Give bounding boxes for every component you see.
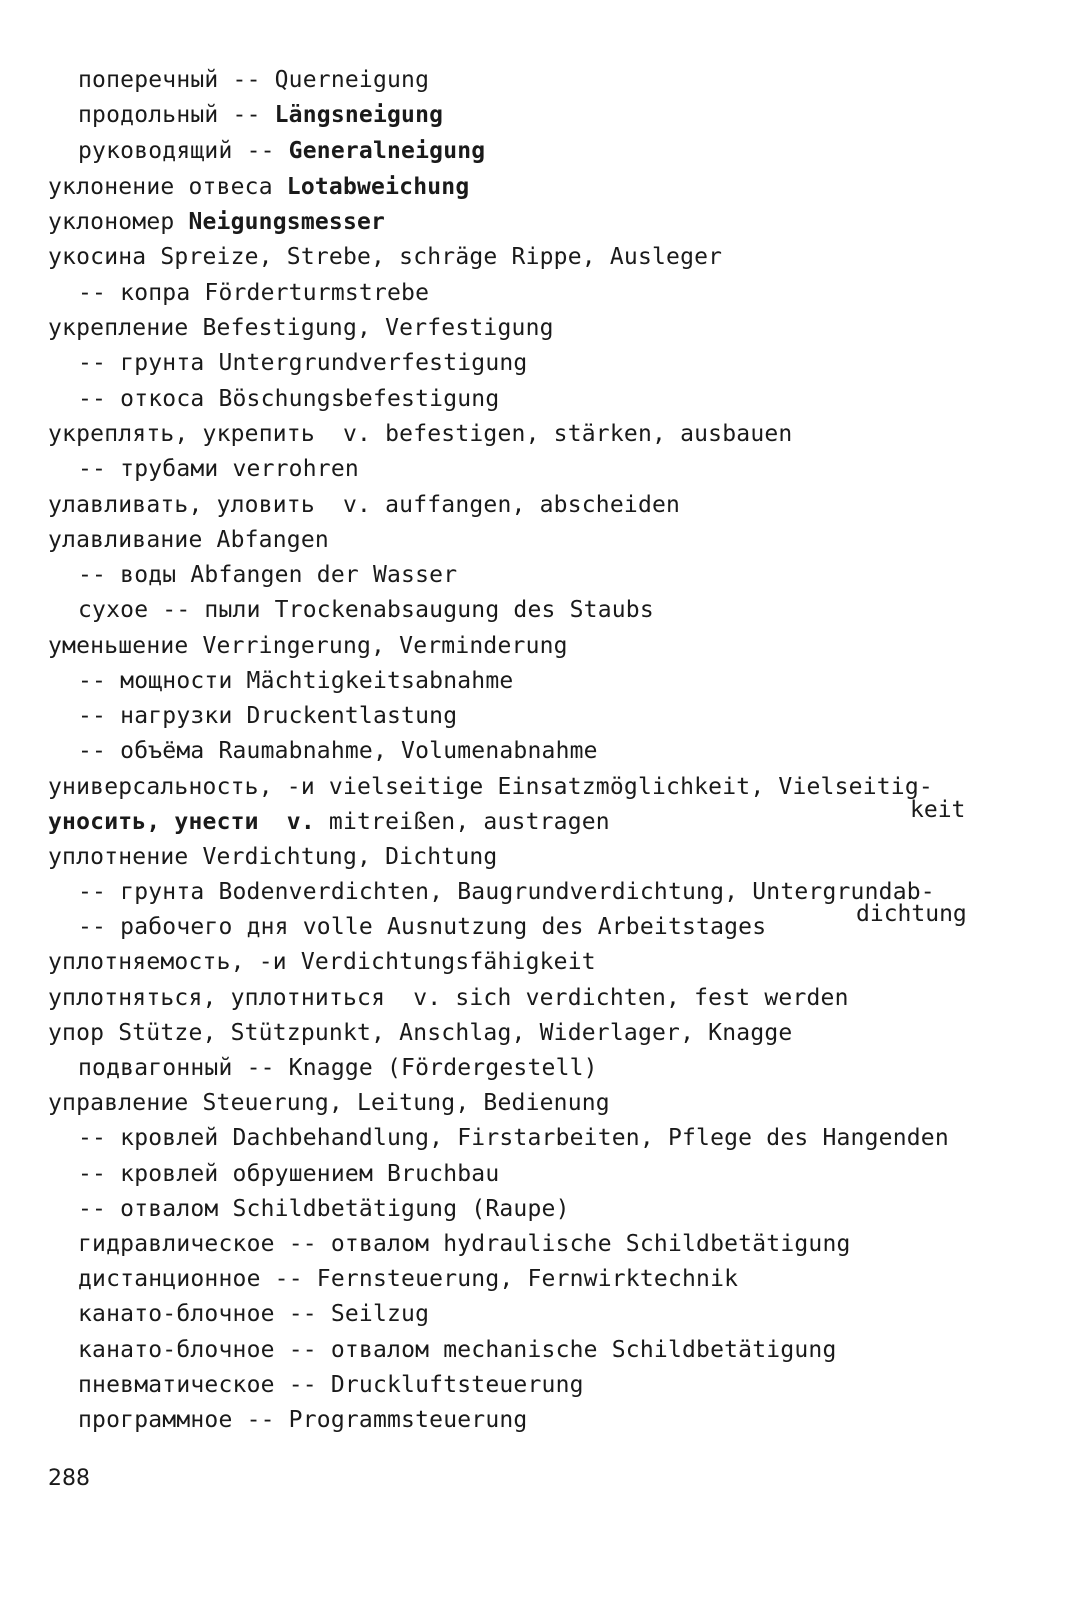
entry-ru: -- воды [78, 562, 177, 588]
entry-line [48, 173, 469, 201]
entry-line [78, 1336, 837, 1364]
entry-de: Längsneigung [274, 102, 444, 128]
entry-ru: уплотняемость, -и [48, 949, 287, 975]
entry-ru: канато-блочное -- отвалом [78, 1337, 430, 1363]
entry-ru: -- грунта [78, 879, 205, 905]
entry-ru: подвагонный -- [78, 1055, 275, 1081]
entry-ru: упор [48, 1020, 105, 1046]
entry-de: Raumabnahme, Volumenabnahme [218, 738, 598, 764]
entry-ru: -- объёма [78, 738, 205, 764]
entry-line [48, 420, 792, 448]
entry-de: Querneigung [274, 67, 430, 93]
entry-de: Spreize, Strebe, schräge Rippe, Ausleger [160, 244, 723, 270]
entry-line [48, 314, 554, 342]
entry-ru: канато-блочное -- [78, 1301, 317, 1327]
entry-ru: -- отвалом [78, 1196, 219, 1222]
entry-line [48, 808, 610, 836]
entry-de: Mächtigkeitsabnahme [246, 668, 514, 694]
entry-ru: продольный -- [78, 102, 261, 128]
entry-de: Befestigung, Verfestigung [202, 315, 554, 341]
entry-ru: улавливать, уловить v. [48, 492, 372, 518]
entry-ru: -- кровлей [78, 1125, 219, 1151]
entry-de: Stütze, Stützpunkt, Anschlag, Widerlager, Knagge [118, 1020, 793, 1046]
entry-ru: -- кровлей обрушением [78, 1161, 373, 1187]
entry-de: sich verdichten, fest werden [455, 985, 849, 1011]
entry-line [48, 1019, 792, 1047]
entry-de: Bodenverdichten, Baugrundverdichtung, Untergrundab- [218, 879, 935, 905]
entry-ru: уплотняться, уплотниться v. [48, 985, 442, 1011]
entry-ru: руководящий -- [78, 138, 275, 164]
entry-ru: универсальность, -и [48, 774, 315, 800]
entry-de: volle Ausnutzung des Arbeitstages [302, 914, 767, 940]
entry-line [78, 66, 429, 94]
entry-line [78, 1406, 527, 1434]
continuation-text: keit [910, 797, 966, 823]
page-number: 288 [48, 1466, 90, 1491]
entry-line [78, 596, 654, 624]
entry-line [78, 101, 443, 129]
entry-de: Bruchbau [387, 1161, 500, 1187]
entry-line [78, 455, 359, 483]
entry-line [78, 737, 598, 765]
entry-de: Druckluftsteuerung [330, 1372, 584, 1398]
entry-ru: -- копра [78, 280, 191, 306]
entry-de: Böschungsbefestigung [218, 386, 500, 412]
entry-de: Verdichtung, Dichtung [202, 844, 498, 870]
entry-ru: дистанционное -- [78, 1266, 303, 1292]
entry-de: Abfangen der Wasser [190, 562, 458, 588]
entry-ru: -- трубами [78, 456, 219, 482]
entry-line [78, 1195, 570, 1223]
entry-de: Untergrundverfestigung [218, 350, 528, 376]
entry-line [48, 1089, 610, 1117]
entry-ru: уплотнение [48, 844, 189, 870]
entry-ru: укреплять, укрепить v. [48, 421, 372, 447]
entry-ru: улавливание [48, 527, 203, 553]
entry-ru: уменьшение [48, 633, 189, 659]
entry-de: Neigungsmesser [188, 209, 386, 235]
entry-de: Schildbetätigung (Raupe) [232, 1196, 570, 1222]
entry-line [48, 843, 497, 871]
entry-line [78, 702, 457, 730]
entry-ru: укосина [48, 244, 147, 270]
entry-line [48, 491, 680, 519]
entry-de: befestigen, stärken, ausbauen [385, 421, 793, 447]
entry-ru: уклономер [48, 209, 175, 235]
entry-ru: -- рабочего дня [78, 914, 289, 940]
entry-de: Seilzug [330, 1301, 430, 1327]
entry-ru: управление [48, 1090, 189, 1116]
entry-line [78, 878, 935, 906]
entry-de: vielseitige Einsatzmöglichkeit, Vielseitig- [328, 774, 933, 800]
entry-line [78, 1265, 738, 1293]
entry-line [48, 984, 849, 1012]
entry-ru: уклонение отвеса [48, 174, 273, 200]
entry-de: Dachbehandlung, Firstarbeiten, Pflege des Hangenden [232, 1125, 949, 1151]
entry-line [48, 632, 568, 660]
entry-ru: -- мощности [78, 668, 233, 694]
entry-line [48, 526, 329, 554]
entry-de: hydraulische Schildbetätigung [443, 1231, 851, 1257]
entry-line [78, 279, 429, 307]
entry-de: Steuerung, Leitung, Bedienung [202, 1090, 610, 1116]
entry-ru: программное -- [78, 1407, 275, 1433]
entry-de: Fernsteuerung, Fernwirktechnik [316, 1266, 739, 1292]
entry-line [78, 667, 513, 695]
entry-line [78, 1160, 499, 1188]
entry-de: Verdichtungsfähigkeit [300, 949, 596, 975]
entry-de: Generalneigung [288, 138, 486, 164]
entry-ru: укрепление [48, 315, 189, 341]
entry-de: Trockenabsaugung des Staubs [274, 597, 654, 623]
entry-ru: поперечный -- [78, 67, 261, 93]
entry-line [78, 137, 485, 165]
entry-de: verrohren [232, 456, 359, 482]
entry-ru: -- нагрузки [78, 703, 233, 729]
entry-line [78, 561, 457, 589]
entry-line [48, 208, 385, 236]
continuation-text: dichtung [856, 901, 967, 927]
entry-de: mechanische Schildbetätigung [443, 1337, 837, 1363]
entry-ru: -- откоса [78, 386, 205, 412]
entry-de: Lotabweichung [286, 174, 470, 200]
entry-de: Abfangen [216, 527, 329, 553]
entry-de: auffangen, abscheiden [385, 492, 681, 518]
entry-line [78, 1230, 851, 1258]
entry-line [78, 385, 499, 413]
entry-line [78, 1054, 598, 1082]
entry-de: Knagge (Fördergestell) [288, 1055, 598, 1081]
entry-line [78, 349, 527, 377]
entry-ru: сухое -- пыли [78, 597, 261, 623]
entry-de: Förderturmstrebe [204, 280, 430, 306]
entry-line [78, 1371, 584, 1399]
entry-ru: уносить, унести v. [48, 809, 315, 835]
entry-line [78, 1300, 429, 1328]
entry-line [78, 1124, 949, 1152]
entry-de: Druckentlastung [246, 703, 458, 729]
entry-ru: пневматическое -- [78, 1372, 317, 1398]
entry-line [48, 773, 933, 801]
entry-line [48, 243, 722, 271]
entry-de: Programmsteuerung [288, 1407, 528, 1433]
entry-de: mitreißen, austragen [328, 809, 610, 835]
entry-line [78, 913, 766, 941]
entry-de: Verringerung, Verminderung [202, 633, 568, 659]
entry-line [48, 948, 596, 976]
entry-ru: -- грунта [78, 350, 205, 376]
entry-ru: гидравлическое -- отвалом [78, 1231, 430, 1257]
